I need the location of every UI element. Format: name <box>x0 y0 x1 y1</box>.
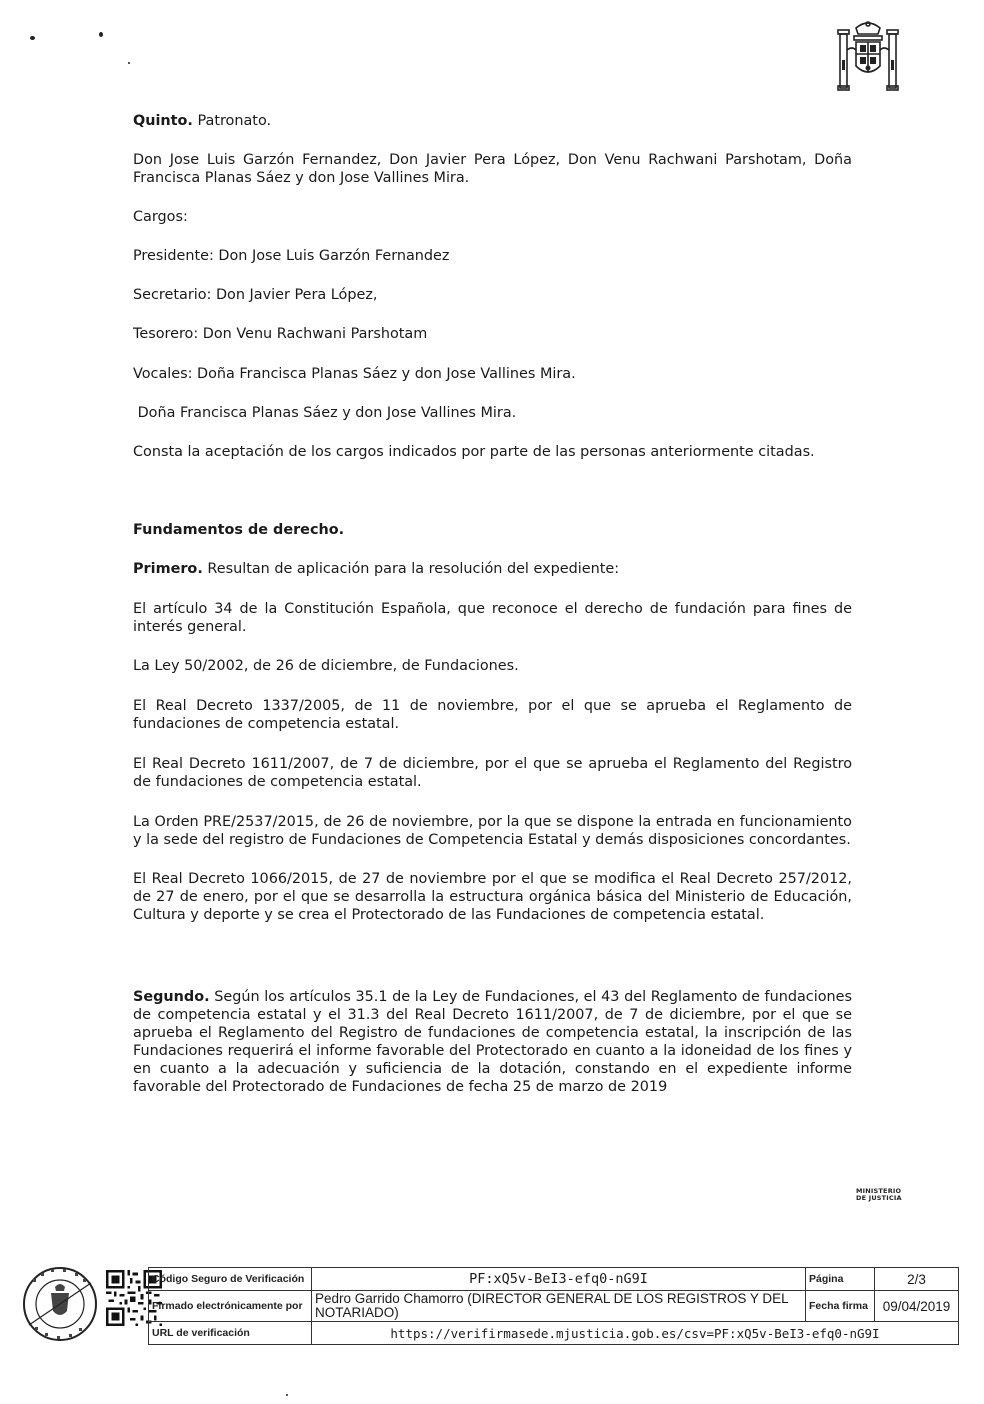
verification-footer <box>18 1263 960 1349</box>
scan-speck <box>286 1394 288 1396</box>
csv-value: PF:xQ5v-BeI3-efq0-nG9I <box>312 1268 806 1291</box>
ref-rd-1337: El Real Decreto 1337/2005, de 11 de noviembre, por el que se aprueba el Reglamento de fundaciones de competencia estatal. <box>133 698 852 732</box>
verification-table <box>148 1267 959 1345</box>
ref-rd-1066: El Real Decreto 1066/2015, de 27 de noviembre por el que se modifica el Real Decreto 257/2012, de 27 de enero, por el que se desarrolla la estructura orgánica básica del Ministerio de Educación, Cultura y deporte y se crea el Protectorado de las Fundaciones de competencia estatal. <box>133 871 852 923</box>
scan-speck <box>30 36 35 40</box>
primero-paragraph <box>133 560 852 578</box>
quinto-heading <box>133 112 852 130</box>
segundo-title: Segundo. <box>133 989 210 1005</box>
firmado-value: Pedro Garrido Chamorro (DIRECTOR GENERAL DE LOS REGISTROS Y DEL NOTARIADO) <box>312 1291 806 1322</box>
firmado-label: Firmado electrónicamente por <box>149 1291 312 1322</box>
fundamentos-title: Fundamentos de derecho. <box>133 522 345 538</box>
csv-row <box>149 1268 959 1291</box>
ministerio-logo-line2: DE JUSTICIA <box>856 1194 902 1202</box>
coat-of-arms-icon <box>836 20 900 96</box>
segundo-text: Según los artículos 35.1 de la Ley de Fundaciones, el 43 del Reglamento de fundaciones de competencia estatal y el 31.3 del Real Decreto 1611/2007, de 7 de diciembre, por el que se aprueba el Reglamento del Registro de fundaciones de competencia estatal, la inscripción de las Fundaciones requerirá el informe favorable del Protectorado en cuanto a la idoneidad de los fines y en cuanto a la adecuación y suficiencia de la dotación, constando en el expediente informe favorable del Protectorado de Fundaciones de fecha 25 de marzo de 2019 <box>133 989 852 1095</box>
quinto-title: Quinto. <box>133 113 193 129</box>
pagina-label: Página <box>806 1268 875 1291</box>
ref-orden-pre: La Orden PRE/2537/2015, de 26 de noviembre, por la que se dispone la entrada en funcionamiento y la sede del registro de Fundaciones de Competencia Estatal y demás disposiciones concordantes. <box>133 814 852 848</box>
cargos-heading: Cargos: <box>133 209 188 225</box>
fecha-value: 09/04/2019 <box>875 1291 959 1322</box>
scan-speck <box>99 32 103 37</box>
ref-rd-1611: El Real Decreto 1611/2007, de 7 de diciembre, por el que se aprueba el Reglamento del Registro de fundaciones de competencia estatal. <box>133 756 852 790</box>
ref-ley-fundaciones: La Ley 50/2002, de 26 de diciembre, de Fundaciones. <box>133 658 519 674</box>
cargo-presidente: Presidente: Don Jose Luis Garzón Fernandez <box>133 248 450 264</box>
cargo-vocales-repeat: Doña Francisca Planas Sáez y don Jose Vallines Mira. <box>133 405 517 421</box>
quinto-text: Patronato. <box>192 113 272 129</box>
segundo-paragraph <box>133 988 852 1096</box>
scan-speck <box>128 62 130 64</box>
csv-label: Código Seguro de Verificación <box>149 1268 312 1291</box>
ref-constitucion: El artículo 34 de la Constitución Española, que reconoce el derecho de fundación para fines de interés general. <box>133 601 852 635</box>
cargo-tesorero: Tesorero: Don Venu Rachwani Parshotam <box>133 326 428 342</box>
url-label: URL de verificación <box>149 1322 312 1345</box>
primero-text: Resultan de aplicación para la resolución del expediente: <box>202 561 620 577</box>
firma-digital-seal-icon <box>21 1265 99 1343</box>
cargo-secretario: Secretario: Don Javier Pera López, <box>133 287 378 303</box>
fecha-label: Fecha firma <box>806 1291 875 1322</box>
url-value[interactable]: https://verifirmasede.mjusticia.gob.es/csv=PF:xQ5v-BeI3-efq0-nG9I <box>312 1322 959 1345</box>
aceptacion-text: Consta la aceptación de los cargos indicados por parte de las personas anteriormente citadas. <box>133 444 815 460</box>
primero-title: Primero. <box>133 561 203 577</box>
patronato-members: Don Jose Luis Garzón Fernandez, Don Javier Pera López, Don Venu Rachwani Parshotam, Doña Francisca Planas Sáez y don Jose Vallines Mira. <box>133 152 852 186</box>
firmado-row <box>149 1291 959 1322</box>
fundamentos-heading <box>133 521 852 539</box>
cargo-vocales: Vocales: Doña Francisca Planas Sáez y don Jose Vallines Mira. <box>133 366 576 382</box>
ministerio-justicia-logo <box>856 1188 902 1202</box>
ministerio-logo-line1: MINISTERIO <box>856 1187 902 1195</box>
pagina-value: 2/3 <box>875 1268 959 1291</box>
url-row <box>149 1322 959 1345</box>
